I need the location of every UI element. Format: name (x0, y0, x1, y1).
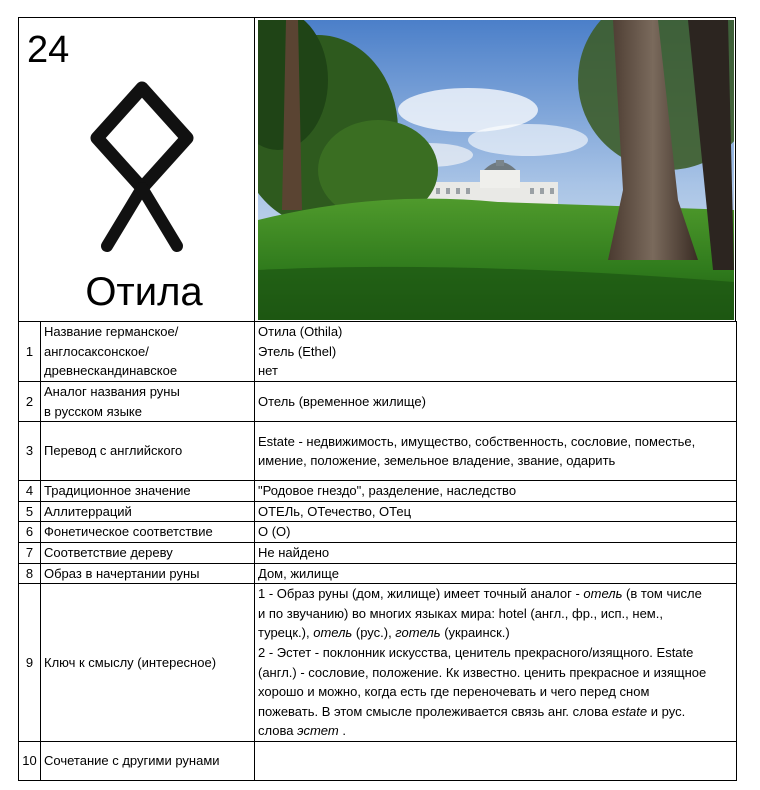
table-row (19, 322, 737, 382)
row-number: 1 (19, 322, 41, 382)
row-value: ОТЕЛь, ОТечество, ОТец (255, 501, 737, 522)
rune-name: Отила (85, 270, 203, 314)
row-key: Традиционное значение (41, 481, 255, 502)
row-key: Аналог названия руны в русском языке (41, 382, 255, 422)
table-row (19, 501, 737, 522)
row-key: Сочетание с другими рунами (41, 742, 255, 781)
row-value: Estate - недвижимость, имущество, собственность, сословие, поместье, имение, положение, земельное владение, звание, одарить (255, 422, 737, 481)
row-value: Не найдено (255, 542, 737, 563)
row-key: Аллитерраций (41, 501, 255, 522)
row-value: Отель (временное жилище) (255, 382, 737, 422)
row-value: Отила (Othila) Этель (Ethel) нет (255, 322, 737, 382)
table-row (19, 522, 737, 543)
row-key: Перевод с английского (41, 422, 255, 481)
row-value: О (О) (255, 522, 737, 543)
rune-card (18, 17, 736, 781)
row-number: 4 (19, 481, 41, 502)
row-number: 3 (19, 422, 41, 481)
table-row (19, 742, 737, 781)
row-number: 5 (19, 501, 41, 522)
rune-info-table (18, 321, 737, 781)
row-number: 6 (19, 522, 41, 543)
row-number: 10 (19, 742, 41, 781)
table-row (19, 481, 737, 502)
row-key: Фонетическое соответствие (41, 522, 255, 543)
othila-rune-icon (77, 76, 207, 266)
table-row (19, 542, 737, 563)
row-key: Название германское/ англосаксонское/ древнескандинавское (41, 322, 255, 382)
table-row (19, 382, 737, 422)
rune-panel (19, 18, 255, 321)
row-number: 7 (19, 542, 41, 563)
rune-number: 24 (27, 29, 70, 71)
row-key: Образ в начертании руны (41, 563, 255, 584)
palace-in-park-photo (258, 20, 734, 320)
row-value: 1 - Образ руны (дом, жилище) имеет точный аналог - отель (в том числе и по звучанию) во многих языках мира: hotel (англ., фр., исп., нем., турецк.), отель (рус.), готель (украинск.) 2 - Эстет - поклонник искусства, ценитель прекрасного/изящного. Estate (англ.) - сословие, положение. Кк известно. ценить прекрасное и изящное хорошо и можно, когда есть где переночевать и чего перед сном пожевать. В этом смысле пролеживается связь анг. слова estate и рус. слова эстет . (255, 584, 737, 742)
row-key: Соответствие дереву (41, 542, 255, 563)
card-header (18, 17, 736, 321)
row-number: 9 (19, 584, 41, 742)
row-number: 8 (19, 563, 41, 584)
row-key: Ключ к смыслу (интересное) (41, 584, 255, 742)
table-row (19, 563, 737, 584)
row-number: 2 (19, 382, 41, 422)
table-row (19, 422, 737, 481)
table-row (19, 584, 737, 742)
row-value (255, 742, 737, 781)
row-value: "Родовое гнездо", разделение, наследство (255, 481, 737, 502)
row-value: Дом, жилище (255, 563, 737, 584)
